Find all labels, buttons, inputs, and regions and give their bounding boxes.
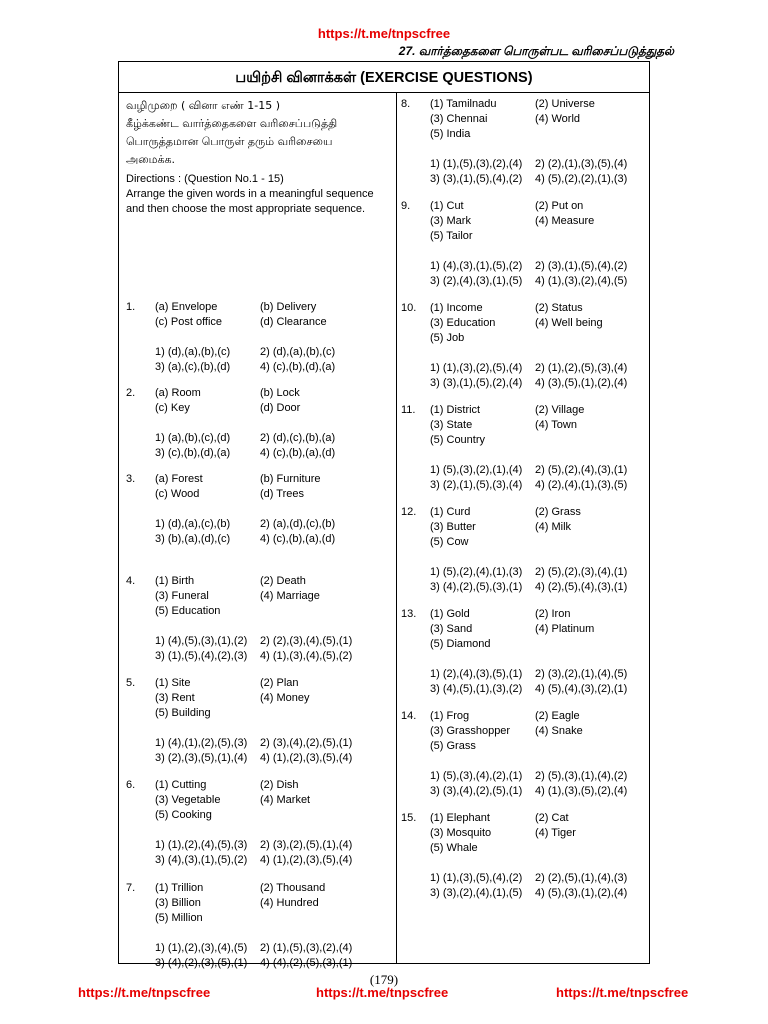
sequence-item: (4) World [535,113,581,125]
question-body [155,300,335,375]
item-row [430,724,627,739]
sequence-item: (3) Mark [430,215,471,227]
item-row [430,301,627,316]
directions [126,97,391,217]
answer-option: 4) (c),(b),(a),(d) [260,533,336,545]
sequence-item: (5) Cooking [155,809,212,821]
sequence-item: (2) Village [535,404,585,416]
answer-option: 4) (1),(3),(4),(5),(2) [260,650,353,662]
directions-tamil-3: பொருத்தமான பொருள் தரும் வரிசையை [126,135,333,148]
sequence-item: (b) Lock [260,387,300,399]
answer-row [155,838,352,853]
sequence-item: (2) Grass [535,506,581,518]
answer-option: 3) (2),(4),(3),(1),(5) [430,275,523,287]
sequence-item: (1) Gold [430,608,470,620]
answer-option: 2) (2),(5),(1),(4),(3) [535,872,628,884]
sequence-item: (1) Elephant [430,812,490,824]
sequence-item: (3) Billion [155,897,201,909]
sequence-item: (4) Platinum [535,623,595,635]
sequence-item: (3) Mosquito [430,827,492,839]
sequence-item: (2) Eagle [535,710,580,722]
answer-option: 3) (b),(a),(d),(c) [155,533,231,545]
answer-row [430,682,627,697]
question-body [155,881,352,971]
directions-english-3: and then choose the most appropriate sequence. [126,203,366,215]
question-body [430,607,627,697]
answer-options [155,345,335,375]
sequence-item: (c) Key [155,402,190,414]
question-body [155,676,352,766]
item-row [155,574,352,589]
answer-row [155,431,335,446]
sequence-item: (5) Building [155,707,211,719]
answer-row [430,274,627,289]
sequence-item: (5) India [430,128,471,140]
item-row [155,896,352,911]
answer-row [430,259,627,274]
item-row [155,691,352,706]
answer-option: 1) (5),(3),(4),(2),(1) [430,770,523,782]
sequence-item: (a) Envelope [155,301,218,313]
answer-option: 3) (1),(5),(4),(2),(3) [155,650,248,662]
answer-option: 2) (5),(3),(1),(4),(2) [535,770,628,782]
question-9 [401,199,627,289]
sequence-item: (1) Birth [155,575,195,587]
item-row [430,214,627,229]
answer-option: 2) (d),(a),(b),(c) [260,346,336,358]
footer-link-left[interactable]: https://t.me/tnpscfree [78,985,211,1000]
item-row [430,535,627,550]
answer-option: 2) (1),(2),(5),(3),(4) [535,362,628,374]
sequence-item: (3) Butter [430,521,476,533]
item-row [155,401,335,416]
question-body [155,574,352,664]
answer-option: 4) (2),(4),(1),(3),(5) [535,479,628,491]
directions-tamil-1: வழிமுறை ( வினா எண் 1-15 ) [126,99,281,112]
sequence-item: (2) Dish [260,779,299,791]
sequence-item: (d) Clearance [260,316,327,328]
answer-row [430,580,627,595]
directions-english-1: Directions : (Question No.1 - 15) [126,173,284,185]
footer-link-center[interactable]: https://t.me/tnpscfree [316,985,449,1000]
sequence-item: (4) Town [535,419,577,431]
sequence-item: (5) Diamond [430,638,491,650]
answer-option: 1) (2),(4),(3),(5),(1) [430,668,523,680]
sequence-item: (4) Tiger [535,827,576,839]
item-row [430,709,627,724]
answer-option: 3) (4),(5),(1),(3),(2) [430,683,523,695]
sequence-item: (1) Cutting [155,779,207,791]
answer-row [155,360,335,375]
sequence-item: (4) Well being [535,317,603,329]
answer-option: 2) (3),(2),(1),(4),(5) [535,668,628,680]
item-row [155,589,352,604]
answer-option: 1) (a),(b),(c),(d) [155,432,231,444]
sequence-item: (2) Thousand [260,882,326,894]
item-row [430,316,627,331]
question-number: 12. [401,506,417,518]
answer-row [430,886,627,901]
sequence-item: (1) District [430,404,481,416]
answer-row [430,871,627,886]
question-number: 6. [126,779,136,791]
sequence-item: (5) Education [155,605,221,617]
question-number: 5. [126,677,136,689]
question-body [155,386,335,461]
answer-row [155,517,335,532]
item-row [430,505,627,520]
sequence-item: (4) Measure [535,215,595,227]
page-number: (179) [369,972,399,987]
answer-option: 3) (3),(4),(2),(5),(1) [430,785,523,797]
answer-option: 2) (3),(4),(2),(5),(1) [260,737,353,749]
question-8 [401,97,627,187]
answer-option: 2) (2),(3),(4),(5),(1) [260,635,353,647]
sequence-item: (4) Snake [535,725,583,737]
question-body [155,472,335,547]
sequence-item: (5) Job [430,332,465,344]
answer-option: 2) (3),(2),(5),(1),(4) [260,839,353,851]
sequence-item: (3) Grasshopper [430,725,511,737]
question-11 [401,403,627,493]
sequence-item: (5) Whale [430,842,478,854]
directions-tamil-2: கீழ்க்கண்ட வார்த்தைகளை வரிசைப்படுத்தி [126,117,338,130]
answer-option: 4) (c),(b),(a),(d) [260,447,336,459]
question-number: 1. [126,301,136,313]
answer-option: 4) (4),(2),(5),(3),(1) [260,957,353,969]
sequence-item: (a) Room [155,387,201,399]
sequence-item: (2) Status [535,302,583,314]
sequence-item: (3) Chennai [430,113,488,125]
answer-option: 4) (5),(2),(2),(1),(3) [535,173,628,185]
answer-row [430,361,627,376]
sequence-item: (4) Marriage [260,590,320,602]
answer-option: 1) (d),(a),(c),(b) [155,518,231,530]
question-13 [401,607,627,697]
sequence-item: (2) Put on [535,200,584,212]
item-row [155,386,335,401]
item-row [155,315,335,330]
question-number: 13. [401,608,417,620]
sequence-item: (2) Universe [535,98,595,110]
answer-row [155,751,352,766]
sequence-item: (d) Door [260,402,301,414]
answer-option: 1) (d),(a),(b),(c) [155,346,231,358]
item-row [155,793,352,808]
answer-row [430,157,627,172]
answer-row [155,853,352,868]
question-number: 15. [401,812,417,824]
header-link[interactable]: https://t.me/tnpscfree [317,26,451,41]
sequence-item: (4) Milk [535,521,572,533]
item-row [430,418,627,433]
answer-option: 1) (4),(5),(3),(1),(2) [155,635,248,647]
answer-option: 4) (5),(3),(1),(2),(4) [535,887,628,899]
answer-option: 2) (5),(2),(4),(3),(1) [535,464,628,476]
question-3 [126,472,335,547]
left-column [126,92,391,969]
answer-row [430,784,627,799]
answer-option: 3) (c),(b),(d),(a) [155,447,231,459]
answer-option: 1) (1),(3),(2),(5),(4) [430,362,523,374]
answer-row [430,769,627,784]
question-number: 2. [126,387,136,399]
answer-option: 4) (1),(3),(2),(4),(5) [535,275,628,287]
item-row [430,112,627,127]
sequence-item: (1) Cut [430,200,464,212]
sequence-item: (5) Grass [430,740,476,752]
answer-option: 3) (4),(2),(5),(3),(1) [430,581,523,593]
sequence-item: (2) Death [260,575,306,587]
directions-tamil-4: அமைக்க. [126,153,176,166]
sequence-item: (1) Income [430,302,483,314]
answer-options [430,361,627,391]
question-number: 8. [401,98,411,110]
item-row [155,487,335,502]
sequence-item: (3) Sand [430,623,473,635]
answer-options [155,838,352,868]
answer-options [430,871,627,901]
answer-row [155,736,352,751]
item-row [155,778,352,793]
question-number: 9. [401,200,411,212]
question-number: 4. [126,575,136,587]
item-row [155,911,352,926]
item-row [430,127,627,142]
item-row [430,607,627,622]
item-row [430,826,627,841]
answer-option: 1) (4),(3),(1),(5),(2) [430,260,523,272]
exercise-title: பயிற்சி வினாக்கள் (EXERCISE QUESTIONS) [119,62,649,93]
question-number: 10. [401,302,417,314]
question-2 [126,386,335,461]
sequence-item: (a) Forest [155,473,203,485]
question-body [155,778,352,868]
question-6 [126,778,352,868]
answer-option: 1) (1),(2),(3),(4),(5) [155,942,248,954]
sequence-item: (5) Cow [430,536,469,548]
answer-row [430,565,627,580]
sequence-item: (c) Wood [155,488,200,500]
item-row [155,808,352,823]
answer-option: 2) (1),(5),(3),(2),(4) [260,942,353,954]
question-body [430,811,627,901]
answer-options [430,565,627,595]
question-number: 3. [126,473,136,485]
sequence-item: (5) Tailor [430,230,473,242]
item-row [430,199,627,214]
sequence-item: (2) Cat [535,812,569,824]
answer-option: 4) (2),(5),(4),(3),(1) [535,581,628,593]
answer-option: 2) (5),(2),(3),(4),(1) [535,566,628,578]
answer-option: 1) (5),(3),(2),(1),(4) [430,464,523,476]
sequence-item: (3) Vegetable [155,794,221,806]
question-body [430,505,627,595]
sequence-item: (b) Delivery [260,301,317,313]
question-14 [401,709,627,799]
item-row [430,520,627,535]
sequence-item: (b) Furniture [260,473,321,485]
answer-row [430,667,627,682]
question-number: 11. [401,404,416,416]
answer-option: 3) (3),(2),(4),(1),(5) [430,887,523,899]
item-row [155,472,335,487]
answer-row [430,172,627,187]
answer-option: 1) (1),(2),(4),(5),(3) [155,839,248,851]
answer-options [430,259,627,289]
sequence-item: (1) Frog [430,710,470,722]
question-5 [126,676,352,766]
question-body [430,403,627,493]
answer-option: 4) (3),(5),(1),(2),(4) [535,377,628,389]
answer-row [155,532,335,547]
answer-options [155,517,335,547]
answer-option: 2) (a),(d),(c),(b) [260,518,336,530]
question-body [430,97,627,187]
sequence-item: (4) Hundred [260,897,319,909]
answer-options [430,667,627,697]
item-row [430,811,627,826]
footer-link-right[interactable]: https://t.me/tnpscfree [556,985,689,1000]
sequence-item: (1) Trillion [155,882,204,894]
answer-options [155,431,335,461]
answer-row [155,956,352,971]
sequence-item: (2) Iron [535,608,571,620]
answer-option: 4) (1),(2),(3),(5),(4) [260,752,353,764]
sequence-item: (d) Trees [260,488,305,500]
sequence-item: (c) Post office [155,316,223,328]
item-row [430,97,627,112]
question-body [430,709,627,799]
answer-option: 3) (3),(1),(5),(2),(4) [430,377,523,389]
answer-option: 2) (3),(1),(5),(4),(2) [535,260,628,272]
item-row [430,841,627,856]
answer-options [430,769,627,799]
sequence-item: (3) Funeral [155,590,209,602]
sequence-item: (2) Plan [260,677,299,689]
answer-options [430,463,627,493]
question-7 [126,881,352,971]
answer-option: 4) (1),(2),(3),(5),(4) [260,854,353,866]
item-row [155,881,352,896]
answer-options [430,157,627,187]
chapter-title: 27. வார்த்தைகளை பொருள்பட வரிசைப்படுத்துதல் [398,44,674,58]
answer-option: 4) (c),(b),(d),(a) [260,361,336,373]
question-body [430,301,627,391]
item-row [155,706,352,721]
answer-option: 2) (d),(c),(b),(a) [260,432,336,444]
answer-row [155,649,352,664]
answer-row [155,345,335,360]
answer-row [430,376,627,391]
question-1 [126,300,335,375]
answer-options [155,941,352,971]
answer-option: 3) (a),(c),(b),(d) [155,361,231,373]
item-row [430,229,627,244]
sequence-item: (4) Money [260,692,310,704]
sequence-item: (3) State [430,419,473,431]
question-12 [401,505,627,595]
item-row [155,676,352,691]
sequence-item: (1) Tamilnadu [430,98,497,110]
answer-options [155,634,352,664]
answer-row [155,941,352,956]
sequence-item: (1) Curd [430,506,471,518]
item-row [430,433,627,448]
answer-option: 4) (1),(3),(5),(2),(4) [535,785,628,797]
answer-option: 3) (3),(1),(5),(4),(2) [430,173,523,185]
answer-row [155,446,335,461]
sequence-item: (3) Education [430,317,496,329]
item-row [430,637,627,652]
answer-option: 4) (5),(4),(3),(2),(1) [535,683,628,695]
item-row [155,300,335,315]
answer-options [155,736,352,766]
answer-option: 1) (5),(2),(4),(1),(3) [430,566,523,578]
answer-option: 1) (1),(5),(3),(2),(4) [430,158,523,170]
answer-option: 1) (4),(1),(2),(5),(3) [155,737,248,749]
question-4 [126,574,352,664]
item-row [430,331,627,346]
answer-row [430,463,627,478]
question-15 [401,811,627,901]
answer-option: 1) (1),(3),(5),(4),(2) [430,872,523,884]
exercise-frame [118,61,650,969]
answer-row [155,634,352,649]
sequence-item: (5) Million [155,912,203,924]
item-row [430,403,627,418]
question-10 [401,301,627,391]
question-number: 14. [401,710,417,722]
directions-english-2: Arrange the given words in a meaningful sequence [126,188,374,200]
sequence-item: (4) Market [260,794,311,806]
question-number: 7. [126,882,136,894]
answer-option: 3) (4),(2),(3),(5),(1) [155,957,248,969]
sequence-item: (5) Country [430,434,486,446]
item-row [155,604,352,619]
answer-option: 3) (4),(3),(1),(5),(2) [155,854,248,866]
question-body [430,199,627,289]
answer-row [430,478,627,493]
item-row [430,739,627,754]
answer-option: 3) (2),(3),(5),(1),(4) [155,752,248,764]
answer-option: 2) (2),(1),(3),(5),(4) [535,158,628,170]
column-divider [396,92,397,963]
answer-option: 3) (2),(1),(5),(3),(4) [430,479,523,491]
sequence-item: (3) Rent [155,692,195,704]
sequence-item: (1) Site [155,677,191,689]
item-row [430,622,627,637]
